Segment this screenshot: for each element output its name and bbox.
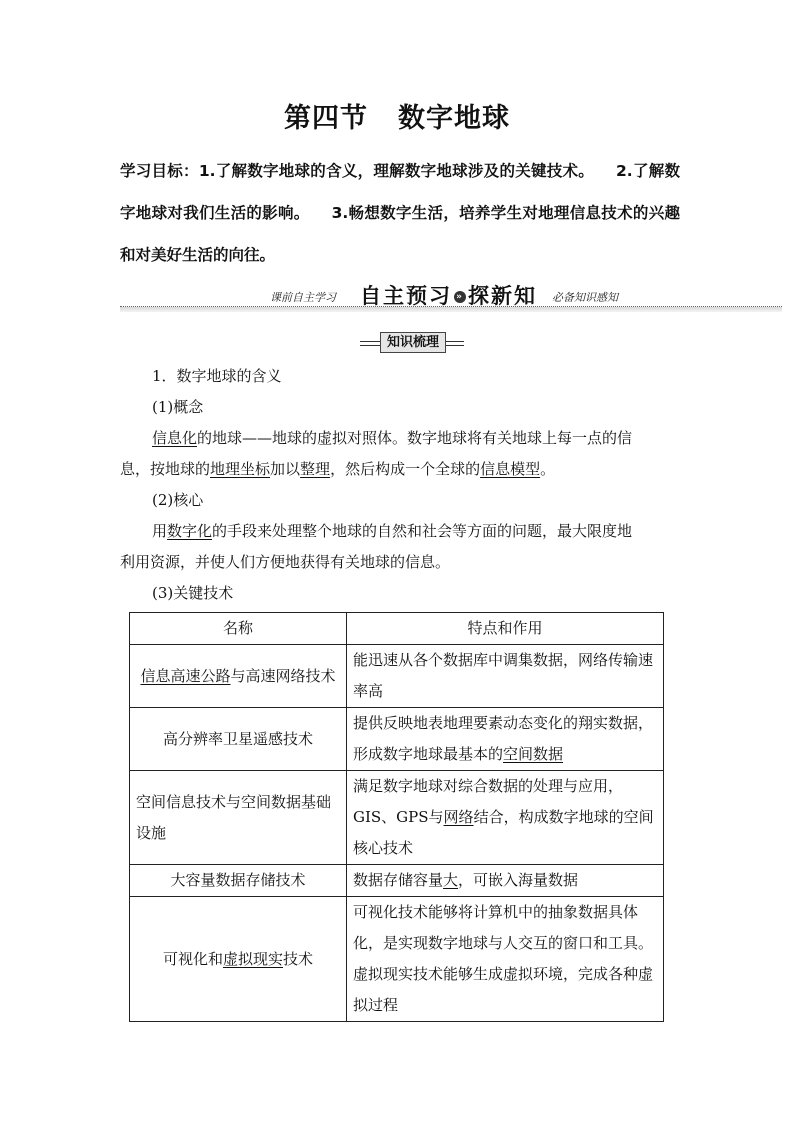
core-line-1 <box>152 520 632 541</box>
table-cell-desc <box>347 771 664 865</box>
concept-text: 加以 <box>270 460 301 478</box>
blank-answer: 大 <box>443 871 459 889</box>
banner-left-caption: 课前自主学习 <box>270 291 336 304</box>
table-row <box>130 708 664 771</box>
objective-3: 3.畅想数字生活，培养学生对地理信息技术的兴趣和对美好生活的向往。 <box>120 204 680 264</box>
blank-answer: 虚拟现实 <box>222 949 283 968</box>
objective-2: 2.了解数字地球对我们生活的影响。 <box>120 162 680 222</box>
table-row <box>130 897 664 1022</box>
cell-text: 数据存储容量 <box>353 871 444 889</box>
table-row <box>130 645 664 708</box>
title-part-1: 第四节 <box>284 103 368 134</box>
subheading-key-tech: (3)关键技术 <box>152 584 234 602</box>
concept-text: 的地球——地球的虚拟对照体。数字地球将有关地球上每一点的信 <box>197 429 633 447</box>
section-banner <box>120 280 782 316</box>
key-technology-table <box>129 612 664 1022</box>
table-cell-name: 空间信息技术与空间数据基础设施 <box>130 771 347 865</box>
banner-title <box>360 280 537 310</box>
banner-right-caption: 必备知识感知 <box>552 291 618 304</box>
concept-line-1 <box>152 427 632 448</box>
table-header: 名称 <box>130 613 347 645</box>
concept-text: 息，按地球的 <box>120 460 211 478</box>
objective-1: 1.了解数字地球的含义，理解数字地球涉及的关键技术。 <box>198 162 595 180</box>
cell-text: 可视化和 <box>162 949 223 968</box>
subheading-concept: (1)概念 <box>152 398 204 416</box>
title-part-2: 数字地球 <box>398 103 510 134</box>
concept-text: 。 <box>540 460 556 478</box>
cell-text: 技术 <box>283 949 314 968</box>
page-title <box>0 96 794 135</box>
table-cell-name: 高分辨率卫星遥感技术 <box>130 708 347 771</box>
banner-title-part-2: 探新知 <box>468 284 537 308</box>
table-cell-desc: 可视化技术能够将计算机中的抽象数据具体化，是实现数字地球与人交互的窗口和工具。虚拟现实技术能够生成虚拟环境，完成各种虚拟过程 <box>347 897 664 1022</box>
table-cell-desc <box>347 865 664 897</box>
table-header: 特点和作用 <box>347 613 664 645</box>
cell-text: 与高速网络技术 <box>230 666 336 685</box>
objectives-label: 学习目标： <box>120 162 199 180</box>
concept-text: ，然后构成一个全球的 <box>330 460 481 478</box>
blank-answer: 整理 <box>300 460 331 478</box>
subheading-core: (2)核心 <box>152 491 204 509</box>
blank-answer: 空间数据 <box>503 745 564 763</box>
banner-title-part-1: 自主预习 <box>360 284 452 308</box>
cell-text: 提供反映地表地理要素动态变化的翔实数据，形成数字地球最基本的 <box>353 714 654 763</box>
table-cell-name: 大容量数据存储技术 <box>130 865 347 897</box>
learning-objectives <box>120 150 680 276</box>
double-chevron-icon: » <box>454 291 466 303</box>
cell-text: ，可嵌入海量数据 <box>458 871 579 889</box>
core-line-2: 利用资源，并使人们方便地获得有关地球的信息。 <box>120 553 451 571</box>
core-text: 用 <box>152 522 168 540</box>
section-tag <box>360 332 464 352</box>
table-row <box>130 771 664 865</box>
cell-text: 满足数字地球对综合数据的处理与应用，GIS、GPS与 <box>353 777 624 826</box>
table-cell-name <box>130 645 347 708</box>
heading-1: 1．数字地球的含义 <box>152 367 282 385</box>
blank-answer: 信息模型 <box>480 460 541 478</box>
cell-text: 结合，构成数字地球的空间核心技术 <box>353 808 654 857</box>
table-cell-name <box>130 897 347 1022</box>
table-cell-desc <box>347 708 664 771</box>
table-row <box>130 865 664 897</box>
blank-answer: 信息化 <box>152 429 198 447</box>
concept-line-2 <box>120 458 555 479</box>
blank-answer: 信息高速公路 <box>140 666 231 685</box>
core-text: 的手段来处理整个地球的自然和社会等方面的问题，最大限度地 <box>212 522 633 540</box>
blank-answer: 数字化 <box>167 522 213 540</box>
blank-answer: 地理坐标 <box>210 460 271 478</box>
table-cell-desc: 能迅速从各个数据库中调集数据，网络传输速率高 <box>347 645 664 708</box>
section-tag-label: 知识梳理 <box>380 332 446 353</box>
table-header-row <box>130 613 664 645</box>
blank-answer: 网络 <box>443 808 474 826</box>
